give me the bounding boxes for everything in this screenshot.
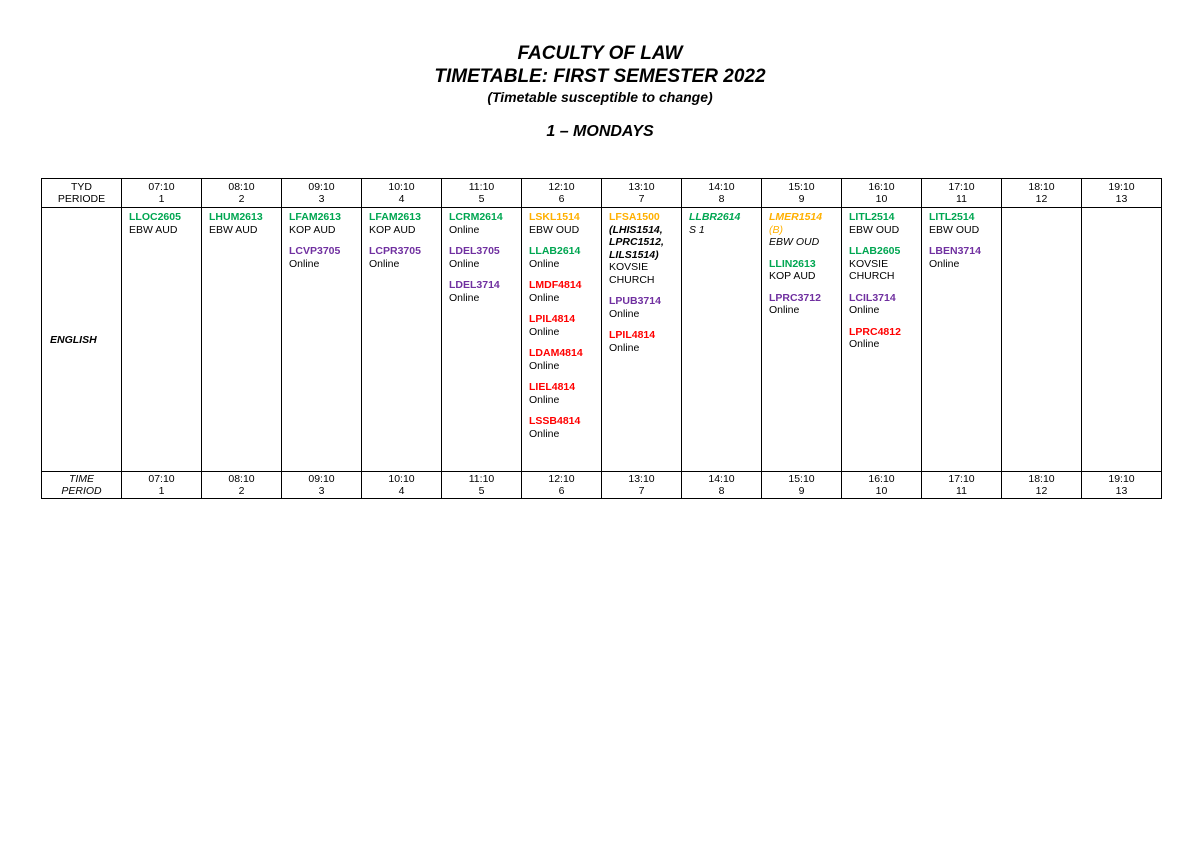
course-venue: Online <box>529 325 560 338</box>
period-time: 09:10 <box>308 473 335 485</box>
course-entry <box>689 211 761 236</box>
course-venue: Online <box>529 291 560 304</box>
header-period-cell <box>282 179 362 208</box>
course-entry <box>289 245 361 270</box>
course-venue: EBW OUD <box>929 223 980 236</box>
course-entry <box>289 211 361 236</box>
period-number: 2 <box>238 193 245 205</box>
course-entry <box>209 211 281 236</box>
period-number: 7 <box>638 485 645 497</box>
course-code: LMER1514 <box>769 211 823 223</box>
slot-cell <box>602 208 682 472</box>
slot-cell <box>202 208 282 472</box>
course-entry <box>929 245 1001 270</box>
periode-label: PERIODE <box>57 193 106 205</box>
course-code: LHUM2613 <box>209 211 263 223</box>
course-entry <box>849 326 921 351</box>
period-number: 1 <box>158 193 165 205</box>
period-time: 13:10 <box>628 473 655 485</box>
period-number: 11 <box>956 485 967 497</box>
course-subcodes: LPRC1512, <box>609 236 664 248</box>
course-entry <box>609 211 681 286</box>
course-entry <box>529 211 601 236</box>
period-number: 8 <box>718 193 725 205</box>
slot-cell-empty <box>1002 208 1082 472</box>
course-code: LCPR3705 <box>369 245 421 257</box>
course-code: LITL2514 <box>849 211 895 223</box>
day-title: 1 – MONDAYS <box>546 123 654 140</box>
footer-period-cell <box>522 472 602 499</box>
period-time: 08:10 <box>228 473 255 485</box>
course-code: LPIL4814 <box>529 313 576 325</box>
course-code: LSSB4814 <box>529 415 581 427</box>
period-label: PERIOD <box>61 485 102 497</box>
course-code: LBEN3714 <box>929 245 981 257</box>
course-code: LITL2514 <box>929 211 975 223</box>
english-row <box>42 208 1162 472</box>
course-venue: Online <box>529 359 560 372</box>
period-header-row <box>42 179 1162 208</box>
period-time: 11:10 <box>468 473 495 485</box>
period-time: 19:10 <box>1108 473 1135 485</box>
course-code: LMDF4814 <box>529 279 582 291</box>
course-code: LCRM2614 <box>449 211 503 223</box>
course-entry <box>609 329 681 354</box>
slot-cell <box>922 208 1002 472</box>
english-row-label: ENGLISH <box>42 208 122 472</box>
header-period-cell <box>202 179 282 208</box>
period-time: 07:10 <box>148 473 175 485</box>
course-code: LLOC2605 <box>129 211 181 223</box>
slot-cell-empty <box>1082 208 1162 472</box>
course-code: LLIN2613 <box>769 257 816 270</box>
period-number: 13 <box>1115 193 1128 205</box>
course-entry <box>929 211 1001 236</box>
period-time: 17:10 <box>948 181 975 193</box>
course-venue: KOP AUD <box>369 223 416 236</box>
period-time: 15:10 <box>788 473 815 485</box>
course-entry <box>849 245 921 283</box>
period-number: 5 <box>478 193 485 205</box>
course-code: LLAB2614 <box>529 245 581 257</box>
footer-period-cell <box>602 472 682 499</box>
period-time: 13:10 <box>628 181 655 193</box>
course-code: LPRC4812 <box>849 325 901 338</box>
period-number: 2 <box>238 485 245 497</box>
course-entry <box>449 245 521 270</box>
course-venue: Online <box>849 338 880 350</box>
period-number: 12 <box>1035 485 1048 497</box>
period-number: 9 <box>798 193 805 205</box>
course-entry <box>609 295 681 320</box>
tyd-label: TYD <box>71 181 92 193</box>
course-entry <box>769 292 841 317</box>
course-venue: Online <box>289 257 320 270</box>
course-code: LFAM2613 <box>369 211 421 223</box>
period-number: 3 <box>318 485 325 497</box>
course-venue: Online <box>769 304 800 316</box>
footer-period-cell <box>122 472 202 499</box>
course-entry <box>369 211 441 236</box>
course-code: LPUB3714 <box>609 295 661 307</box>
slot-cell <box>522 208 602 472</box>
course-venue: Online <box>449 257 480 270</box>
course-entry <box>129 211 201 236</box>
course-venue: Online <box>529 393 560 406</box>
header-period-cell <box>762 179 842 208</box>
footer-period-cell <box>1002 472 1082 499</box>
period-number: 6 <box>558 485 565 497</box>
period-time: 14:10 <box>708 181 735 193</box>
footer-period-cell <box>682 472 762 499</box>
header-period-cell <box>922 179 1002 208</box>
footer-period-cell <box>362 472 442 499</box>
period-time: 17:10 <box>948 473 975 485</box>
period-time: 08:10 <box>228 181 255 193</box>
course-venue: KOP AUD <box>289 223 336 236</box>
period-time: 10:10 <box>388 473 415 485</box>
period-number: 5 <box>478 485 485 497</box>
course-code: LCIL3714 <box>849 291 896 304</box>
header-period-cell <box>442 179 522 208</box>
period-number: 10 <box>875 485 888 497</box>
course-code: LDEL3714 <box>449 279 500 291</box>
period-number: 1 <box>158 485 165 497</box>
timetable-note: (Timetable susceptible to change) <box>487 89 713 105</box>
course-venue: S 1 <box>689 223 705 236</box>
course-code: LLAB2605 <box>849 245 901 257</box>
course-code: LSKL1514 <box>529 211 580 223</box>
course-entry <box>449 279 521 304</box>
slot-cell <box>362 208 442 472</box>
course-venue: Online <box>609 307 640 320</box>
course-entry <box>529 245 601 270</box>
course-entry <box>449 211 521 236</box>
course-venue: EBW AUD <box>129 223 178 236</box>
course-group: (B) <box>769 223 783 236</box>
course-venue: KOVSIE <box>609 261 649 273</box>
header-period-cell <box>362 179 442 208</box>
slot-cell <box>682 208 762 472</box>
course-code: LIEL4814 <box>529 381 576 393</box>
course-code: LDEL3705 <box>449 245 500 257</box>
period-number: 13 <box>1115 485 1128 497</box>
slot-cell <box>122 208 202 472</box>
period-time: 07:10 <box>148 181 175 193</box>
course-code: LLBR2614 <box>689 211 741 223</box>
slot-cell <box>842 208 922 472</box>
course-entry <box>529 381 601 406</box>
period-footer-row <box>42 472 1162 499</box>
footer-period-cell <box>202 472 282 499</box>
course-code: LPIL4814 <box>609 329 656 341</box>
course-entry <box>849 292 921 317</box>
header-period-cell <box>1082 179 1162 208</box>
course-code: LCVP3705 <box>289 245 341 257</box>
course-venue: Online <box>849 304 880 316</box>
course-entry <box>769 211 841 249</box>
period-number: 3 <box>318 193 325 205</box>
time-label: TIME <box>68 473 95 485</box>
period-time: 18:10 <box>1028 473 1055 485</box>
header-period-cell <box>522 179 602 208</box>
period-time: 16:10 <box>868 181 895 193</box>
period-time: 11:10 <box>468 181 495 193</box>
course-entry <box>849 211 921 236</box>
header-period-cell <box>122 179 202 208</box>
course-code: LDAM4814 <box>529 347 583 359</box>
course-entry <box>529 313 601 338</box>
header-label-cell <box>42 179 122 208</box>
course-subcodes: LILS1514) <box>609 248 659 261</box>
course-venue: EBW OUD <box>849 223 900 236</box>
period-number: 12 <box>1035 193 1048 205</box>
footer-period-cell <box>442 472 522 499</box>
footer-period-cell <box>842 472 922 499</box>
slot-cell <box>282 208 362 472</box>
course-code: LPRC3712 <box>769 291 821 304</box>
course-entry <box>529 347 601 372</box>
course-entry <box>529 279 601 304</box>
slot-cell <box>762 208 842 472</box>
course-entry <box>369 245 441 270</box>
footer-period-cell <box>1082 472 1162 499</box>
period-time: 16:10 <box>868 473 895 485</box>
footer-period-cell <box>282 472 362 499</box>
period-number: 10 <box>875 193 888 205</box>
footer-label-cell <box>42 472 122 499</box>
header-period-cell <box>842 179 922 208</box>
timetable-table <box>41 178 1162 499</box>
header-period-cell <box>1002 179 1082 208</box>
course-venue: CHURCH <box>849 270 895 282</box>
slot-cell <box>442 208 522 472</box>
period-time: 19:10 <box>1108 181 1135 193</box>
period-number: 8 <box>718 485 725 497</box>
footer-period-cell <box>922 472 1002 499</box>
period-number: 4 <box>398 485 405 497</box>
period-time: 12:10 <box>548 473 575 485</box>
course-venue: Online <box>529 257 560 270</box>
course-venue: Online <box>609 341 640 354</box>
period-number: 7 <box>638 193 645 205</box>
course-venue: EBW AUD <box>209 223 258 236</box>
period-number: 9 <box>798 485 805 497</box>
course-venue: Online <box>929 257 960 270</box>
period-time: 15:10 <box>788 181 815 193</box>
period-time: 12:10 <box>548 181 575 193</box>
course-venue: Online <box>449 291 480 304</box>
period-time: 10:10 <box>388 181 415 193</box>
course-venue: EBW OUD <box>529 223 580 236</box>
course-code: LFSA1500 <box>609 211 660 223</box>
course-venue: EBW OUD <box>769 236 820 248</box>
course-venue: Online <box>529 427 560 440</box>
timetable-title: TIMETABLE: FIRST SEMESTER 2022 <box>434 66 766 87</box>
footer-period-cell <box>762 472 842 499</box>
course-code: LFAM2613 <box>289 211 341 223</box>
period-time: 18:10 <box>1028 181 1055 193</box>
period-number: 6 <box>558 193 565 205</box>
faculty-title: FACULTY OF LAW <box>517 43 683 64</box>
course-entry <box>529 415 601 440</box>
document-header <box>0 42 1200 142</box>
course-venue: Online <box>449 223 480 236</box>
period-number: 11 <box>956 193 967 205</box>
period-time: 09:10 <box>308 181 335 193</box>
course-venue: KOVSIE <box>849 257 889 270</box>
course-subcodes: (LHIS1514, <box>609 223 663 236</box>
course-venue: Online <box>369 257 400 270</box>
course-venue: CHURCH <box>609 273 655 286</box>
period-number: 4 <box>398 193 405 205</box>
period-time: 14:10 <box>708 473 735 485</box>
course-venue: KOP AUD <box>769 270 816 282</box>
header-period-cell <box>602 179 682 208</box>
header-period-cell <box>682 179 762 208</box>
course-entry <box>769 258 841 283</box>
